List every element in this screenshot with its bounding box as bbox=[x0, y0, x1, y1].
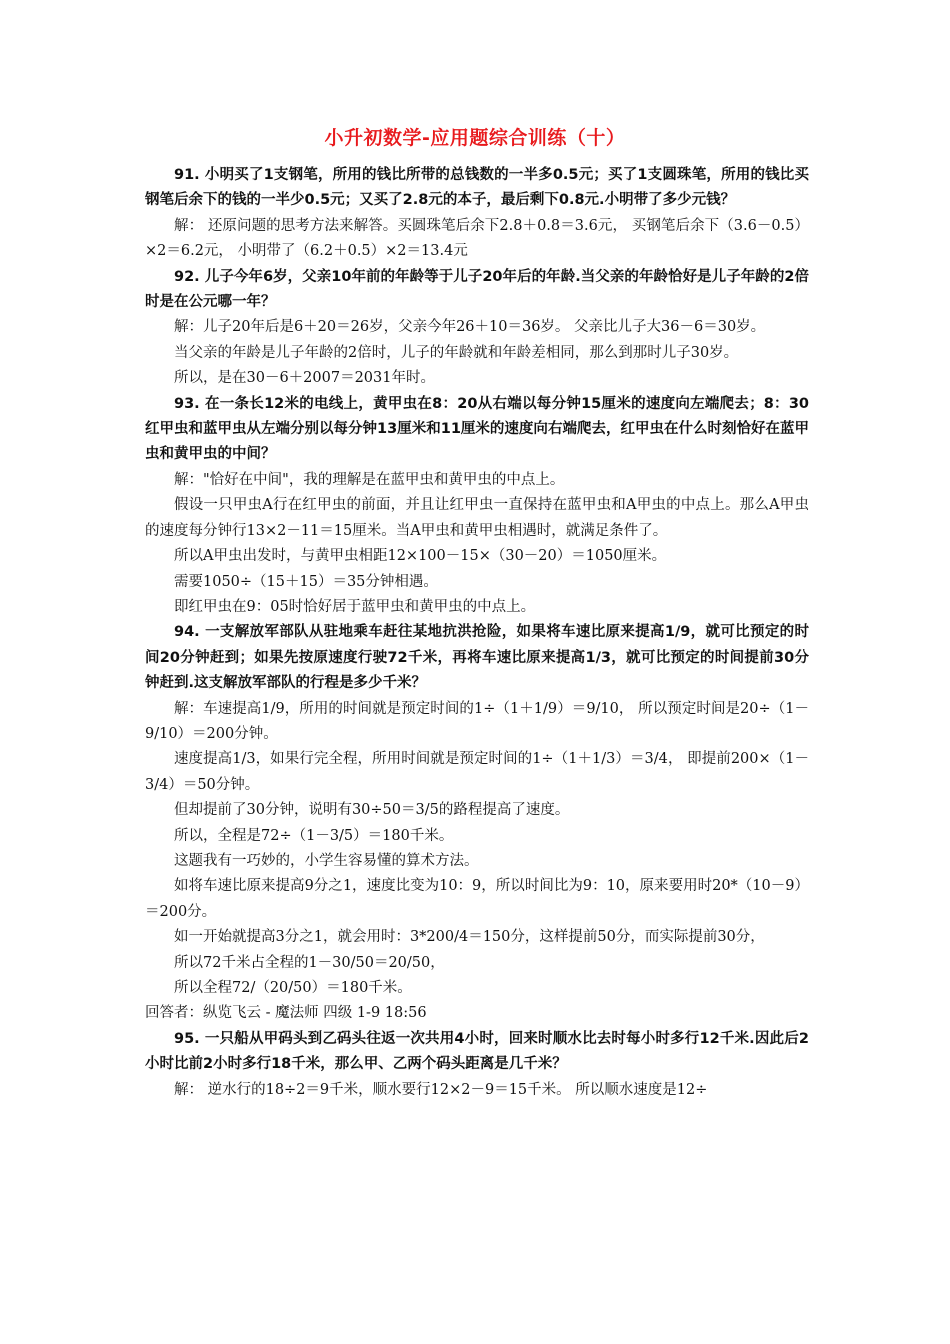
question-92: 92. 儿子今年6岁，父亲10年前的年龄等于儿子20年后的年龄.当父亲的年龄恰好是儿子年龄的2倍时是在公元哪一年？ bbox=[145, 268, 809, 311]
answer-paragraph: 即红甲虫在9：05时恰好居于蓝甲虫和黄甲虫的中点上。 bbox=[174, 598, 536, 615]
answer-paragraph: 所以72千米占全程的1－30/50＝20/50， bbox=[174, 954, 445, 971]
page-title: 小升初数学-应用题综合训练（十） bbox=[324, 127, 626, 149]
question-93: 93. 在一条长12米的电线上，黄甲虫在8：20从右端以每分钟15厘米的速度向左端爬去；8：30红甲虫和蓝甲虫从左端分别以每分钟13厘米和11厘米的速度向右端爬去，红甲虫在什么时刻恰好在蓝甲虫和黄甲虫的中间？ bbox=[145, 395, 809, 463]
answer-paragraph: 但却提前了30分钟，说明有30÷50＝3/5的路程提高了速度。 bbox=[174, 802, 570, 819]
answer-paragraph: 解："恰好在中间"，我的理解是在蓝甲虫和黄甲虫的中点上。 bbox=[174, 471, 565, 488]
responder-line: 回答者：纵览飞云 - 魔法师 四级 1-9 18:56 bbox=[145, 1005, 427, 1022]
answer-paragraph: 所以全程72/（20/50）＝180千米。 bbox=[174, 980, 412, 996]
answer-paragraph: 解：车速提高1/9，所用的时间就是预定时间的1÷（1＋1/9）＝9/10， 所以预定时间是20÷（1－9/10）＝200分钟。 bbox=[145, 700, 809, 742]
answer-paragraph: 速度提高1/3，如果行完全程，所用时间就是预定时间的1÷（1＋1/3）＝3/4， 即提前200×（1－3/4）＝50分钟。 bbox=[145, 751, 809, 793]
answer-paragraph: 需要1050÷（15＋15）＝35分钟相遇。 bbox=[174, 573, 438, 590]
answer-paragraph: 解： 还原问题的思考方法来解答。买圆珠笔后余下2.8＋0.8＝3.6元， 买钢笔后余下（3.6－0.5）×2＝6.2元， 小明带了（6.2＋0.5）×2＝13.4元 bbox=[145, 217, 809, 260]
answer-paragraph: 如将车速比原来提高9分之1，速度比变为10：9，所以时间比为9：10，原来要用时20*（10－9）＝200分。 bbox=[145, 878, 809, 920]
question-94: 94. 一支解放军部队从驻地乘车赶往某地抗洪抢险，如果将车速比原来提高1/9，就可比预定的时间20分钟赶到；如果先按原速度行驶72千米，再将车速比原来提高1/3，就可比预定的时间提前30分钟赶到.这支解放军部队的行程是多少千米？ bbox=[145, 624, 809, 692]
question-95: 95. 一只船从甲码头到乙码头往返一次共用4小时，回来时顺水比去时每小时多行12千米.因此后2小时比前2小时多行18千米，那么甲、乙两个码头距离是几千米？ bbox=[145, 1030, 809, 1073]
answer-paragraph: 解： 逆水行的18÷2＝9千米，顺水要行12×2－9＝15千米。 所以顺水速度是12÷ bbox=[174, 1081, 708, 1098]
answer-paragraph: 解：儿子20年后是6＋20＝26岁，父亲今年26＋10＝36岁。 父亲比儿子大36－6＝30岁。 bbox=[174, 319, 766, 336]
answer-paragraph: 假设一只甲虫A行在红甲虫的前面，并且让红甲虫一直保持在蓝甲虫和A甲虫的中点上。那么A甲虫的速度每分钟行13×2－11＝15厘米。当A甲虫和黄甲虫相遇时，就满足条件了。 bbox=[145, 497, 809, 539]
answer-paragraph: 如一开始就提高3分之1，就会用时：3*200/4＝150分，这样提前50分，而实际提前30分， bbox=[174, 929, 765, 946]
question-91: 91. 小明买了1支钢笔，所用的钱比所带的总钱数的一半多0.5元；买了1支圆珠笔，所用的钱比买钢笔后余下的钱的一半少0.5元；又买了2.8元的本子，最后剩下0.8元.小明带了多少元钱？ bbox=[145, 167, 809, 209]
document-body bbox=[145, 163, 809, 1103]
answer-paragraph: 所以，全程是72÷（1－3/5）＝180千米。 bbox=[174, 827, 454, 844]
answer-paragraph: 这题我有一巧妙的，小学生容易懂的算术方法。 bbox=[174, 852, 479, 869]
answer-paragraph: 当父亲的年龄是儿子年龄的2倍时，儿子的年龄就和年龄差相同，那么到那时儿子30岁。 bbox=[174, 344, 739, 361]
answer-paragraph: 所以A甲虫出发时，与黄甲虫相距12×100－15×（30－20）＝1050厘米。 bbox=[174, 548, 667, 565]
answer-paragraph: 所以，是在30－6＋2007＝2031年时。 bbox=[174, 370, 435, 387]
